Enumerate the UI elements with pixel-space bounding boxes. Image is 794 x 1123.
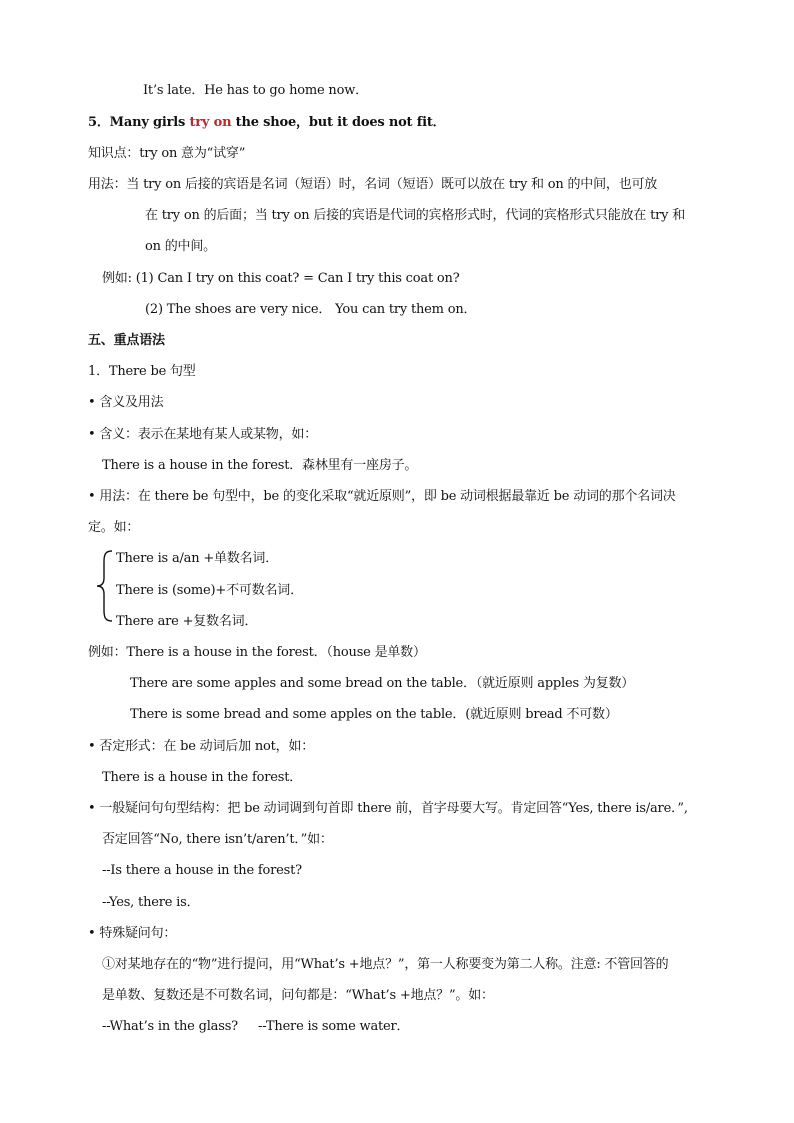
bullet-general-question-line-2: 否定回答“No, there isn’t/aren’t．”如： — [102, 832, 333, 847]
bullet-meaning-usage: • 含义及用法 — [88, 395, 164, 410]
question-example: --Is there a house in the forest? — [102, 863, 302, 878]
example-sentence: It’s late．He has to go home now． — [143, 83, 368, 98]
usage-line-3: on 的中间。 — [145, 239, 216, 254]
heading-number: 5． — [88, 115, 110, 130]
grammar-topic-title: 1．There be 句型 — [88, 364, 196, 379]
section-heading: 五、重点语法 — [88, 333, 165, 348]
example-house: 例如：There is a house in the forest．（house 是单数） — [88, 645, 426, 660]
usage-line-2: 在 try on 的后面；当 try on 后接的宾语是代词的宾格形式时，代词的宾格形式只能放在 try 和 — [145, 208, 686, 223]
special-question-line-1: ①对某地存在的“物”进行提问，用“What’s +地点？”，第一人称要变为第二人称。注意: 不管回答的 — [102, 957, 669, 972]
heading-try-on — [88, 114, 445, 132]
meaning-example: There is a house in the forest．森林里有一座房子。 — [102, 458, 418, 473]
example-1: 例如: (1) Can I try on this coat? = Can I try this coat on? — [102, 271, 460, 286]
heading-text-post: the shoe，but it does not fit． — [231, 115, 446, 130]
rule-singular: There is a/an +单数名词． — [116, 551, 279, 566]
highlight-try-on: try on — [189, 115, 232, 130]
bullet-special-question: • 特殊疑问句： — [88, 926, 177, 941]
bullet-negative: • 否定形式：在 be 动词后加 not，如： — [88, 739, 315, 754]
special-question-line-2: 是单数、复数还是不可数名词，问句都是：“What’s +地点？”。如： — [102, 988, 494, 1003]
bullet-meaning: • 含义：表示在某地有某人或某物，如： — [88, 427, 318, 442]
bullet-usage-line-2: 定。如： — [88, 520, 140, 535]
bullet-usage-line-1: • 用法：在 there be 句型中，be 的变化采取“就近原则”，即 be 动词根据最靠近 be 动词的那个名词决 — [88, 489, 676, 504]
example-apples: There are some apples and some bread on the table．（就近原则 apples 为复数） — [130, 676, 635, 691]
rule-plural: There are +复数名词． — [116, 614, 258, 629]
usage-line-1: 用法：当 try on 后接的宾语是名词（短语）时，名词（短语）既可以放在 try 和 on 的中间，也可放 — [88, 177, 658, 192]
answer-example: --Yes, there is． — [102, 895, 200, 910]
example-2: (2) The shoes are very nice． You can try them on． — [145, 302, 477, 317]
dialog-question: --What’s in the glass? — [102, 1019, 238, 1034]
left-brace-icon — [95, 550, 115, 622]
dialog-answer: --There is some water． — [258, 1019, 410, 1034]
rule-uncountable: There is (some)+不可数名词． — [116, 583, 303, 598]
bullet-general-question-line-1: • 一般疑问句句型结构：把 be 动词调到句首即 there 前，首字母要大写。肯定回答“Yes, there is/are．”, — [88, 801, 688, 816]
knowledge-point: 知识点：try on 意为“试穿” — [88, 146, 246, 161]
heading-text-pre: Many girls — [109, 115, 190, 130]
negative-example: There is a house in the forest． — [102, 770, 303, 785]
example-bread: There is some bread and some apples on the table．(就近原则 bread 不可数） — [130, 707, 618, 722]
